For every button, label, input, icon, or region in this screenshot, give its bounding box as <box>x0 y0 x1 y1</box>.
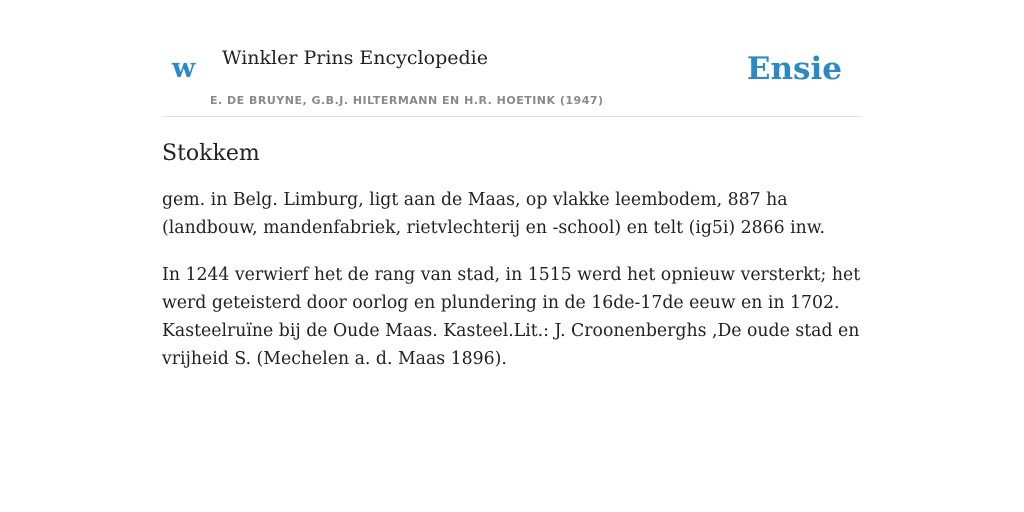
article-paragraph: gem. in Belg. Limburg, ligt aan de Maas, op vlakke leembodem, 887 ha (landbouw, mandenfabriek, rietvlechterij en -school) en telt (ig5i) 2866 inw. <box>162 190 826 238</box>
encyclopedia-logo[interactable]: w <box>172 53 196 84</box>
article-title: Stokkem <box>162 141 260 166</box>
book-title: Winkler Prins Encyclopedie <box>222 47 488 69</box>
article-paragraph: In 1244 verwierf het de rang van stad, in 1515 werd het opnieuw versterkt; het werd geteisterd door oorlog en plundering in de 16de-17de eeuw en in 1702. Kasteelruïne bij de Oude Maas. Kasteel.Lit.: J. Croonenberghs ,De oude stad en vrijheid S. (Mechelen a. d. Maas 1896). <box>162 265 861 369</box>
book-authors: E. DE BRUYNE, G.B.J. HILTERMANN EN H.R. HOETINK (1947) <box>210 94 604 107</box>
ensie-logo-link[interactable]: Ensie <box>746 51 842 87</box>
article <box>162 138 862 392</box>
page-header <box>162 0 862 117</box>
